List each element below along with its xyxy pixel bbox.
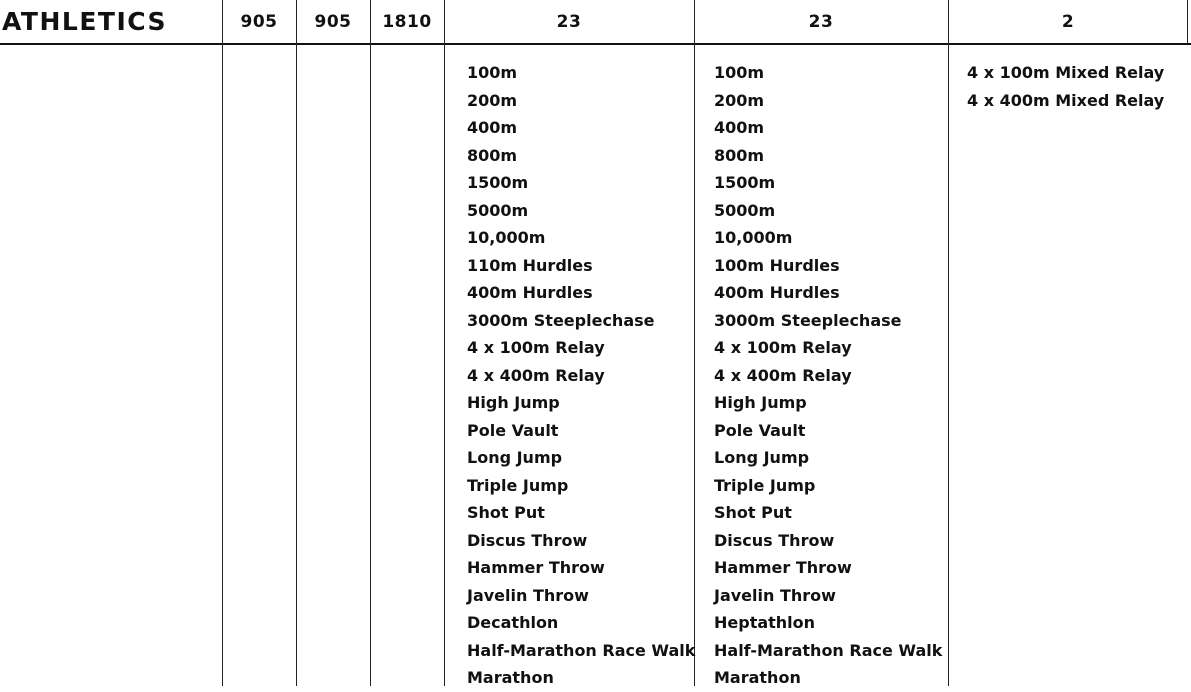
sport-name: ATHLETICS [2,7,168,36]
event-item: 3000m Steeplechase [467,310,655,330]
event-item: Half-Marathon Race Walk [467,640,696,660]
event-item: 800m [714,145,765,165]
event-item: Heptathlon [714,613,816,632]
women-quota: 905 [314,11,352,32]
women-events-list [714,59,942,692]
event-item: 5000m [467,200,529,220]
event-item: Pole Vault [467,420,559,440]
event-item: 3000m Steeplechase [714,310,902,330]
women-event-count: 23 [808,11,834,32]
event-item: Javelin Throw [714,585,836,605]
event-item: 4 x 100m Mixed Relay [967,63,1165,82]
column-divider [1187,0,1188,43]
event-item: 400m Hurdles [467,283,593,302]
event-item: Shot Put [714,503,792,522]
event-item: Triple Jump [714,475,816,495]
event-item: Hammer Throw [714,558,852,577]
column-divider [948,0,949,686]
event-item: 4 x 100m Relay [467,338,605,357]
column-divider [296,0,297,686]
event-item: Marathon [467,668,554,687]
mixed-event-count: 2 [1061,11,1075,32]
event-item: 100m Hurdles [714,255,840,275]
event-item: Javelin Throw [467,585,589,605]
event-item: High Jump [714,393,807,412]
column-divider [444,0,445,686]
event-item: Triple Jump [467,475,569,495]
men-event-count: 23 [556,11,582,32]
event-item: 400m [467,118,518,137]
header-divider [0,43,1191,45]
event-item: Pole Vault [714,420,806,440]
mixed-events-list [967,59,1164,114]
event-item: 4 x 400m Relay [714,365,852,385]
event-item: 10,000m [714,228,793,247]
event-item: 1500m [714,173,776,192]
event-item: 100m [467,63,518,82]
event-item: Long Jump [467,448,563,467]
event-item: Discus Throw [714,530,835,550]
event-item: Hammer Throw [467,558,605,577]
event-item: Half-Marathon Race Walk [714,640,943,660]
event-item: 4 x 400m Relay [467,365,605,385]
event-item: 400m Hurdles [714,283,840,302]
event-item: Shot Put [467,503,545,522]
total-quota: 1810 [382,11,432,32]
event-item: 800m [467,145,518,165]
event-item: Discus Throw [467,530,588,550]
event-item: High Jump [467,393,560,412]
event-item: 4 x 100m Relay [714,338,852,357]
event-item: 400m [714,118,765,137]
men-events-list [467,59,695,692]
column-divider [222,0,223,686]
event-item: Marathon [714,668,801,687]
column-divider [370,0,371,686]
event-item: 200m [714,90,765,110]
event-item: 1500m [467,173,529,192]
event-item: 200m [467,90,518,110]
event-item: 4 x 400m Mixed Relay [967,90,1165,110]
event-item: Decathlon [467,613,559,632]
event-item: 5000m [714,200,776,220]
event-item: Long Jump [714,448,810,467]
event-item: 100m [714,63,765,82]
event-item: 110m Hurdles [467,255,593,275]
men-quota: 905 [240,11,278,32]
event-item: 10,000m [467,228,546,247]
